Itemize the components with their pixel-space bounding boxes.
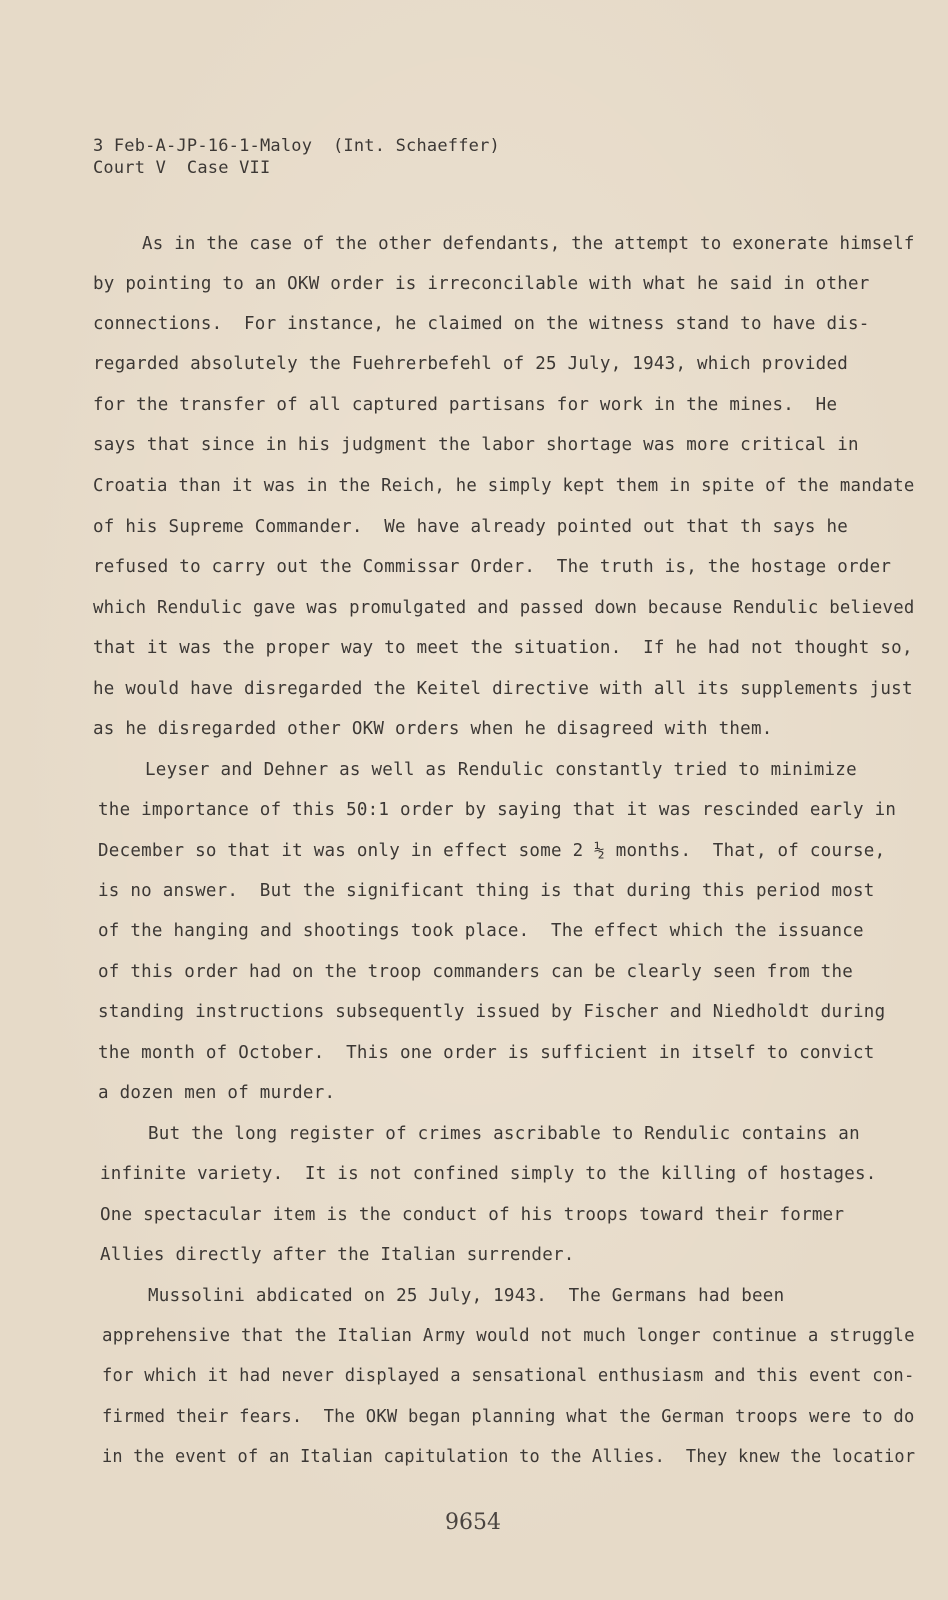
body-line: refused to carry out the Commissar Order. The truth is, the hostage order xyxy=(93,557,892,577)
body-line: One spectacular item is the conduct of his troops toward their former xyxy=(100,1205,845,1225)
body-line: December so that it was only in effect some 2 ½ months. That, of course, xyxy=(98,841,886,861)
body-line: is no answer. But the significant thing is that during this period most xyxy=(98,881,875,901)
body-line: for the transfer of all captured partisans for work in the mines. He xyxy=(93,395,838,415)
header-line-1: 3 Feb-A-JP-16-1-Maloy (Int. Schaeffer) xyxy=(93,136,500,156)
body-line: firmed their fears. The OKW began planning what the German troops were to do xyxy=(102,1407,915,1427)
body-line: Mussolini abdicated on 25 July, 1943. The Germans had been xyxy=(148,1286,785,1306)
page-number: 9654 xyxy=(445,1510,501,1535)
body-line: infinite variety. It is not confined simply to the killing of hostages. xyxy=(100,1164,877,1184)
body-line: standing instructions subsequently issued by Fischer and Niedholdt during xyxy=(98,1002,886,1022)
body-line: Leyser and Dehner as well as Rendulic constantly tried to minimize xyxy=(145,760,857,780)
body-line: for which it had never displayed a sensational enthusiasm and this event con- xyxy=(102,1366,915,1386)
body-line: But the long register of crimes ascribable to Rendulic contains an xyxy=(148,1124,860,1144)
body-line: he would have disregarded the Keitel directive with all its supplements just xyxy=(93,679,913,699)
body-line: which Rendulic gave was promulgated and passed down because Rendulic believed xyxy=(93,598,915,618)
body-line: Croatia than it was in the Reich, he simply kept them in spite of the mandate xyxy=(93,476,915,496)
body-line: connections. For instance, he claimed on the witness stand to have dis- xyxy=(93,314,870,334)
body-line: apprehensive that the Italian Army would not much longer continue a struggle xyxy=(102,1326,915,1346)
header-line-2: Court V Case VII xyxy=(93,158,271,178)
body-line: as he disregarded other OKW orders when he disagreed with them. xyxy=(93,719,773,739)
body-line: of this order had on the troop commanders can be clearly seen from the xyxy=(98,962,854,982)
body-line: says that since in his judgment the labor shortage was more critical in xyxy=(93,435,859,455)
body-line: that it was the proper way to meet the situation. If he had not thought so, xyxy=(93,638,913,658)
body-line: the importance of this 50:1 order by saying that it was rescinded early in xyxy=(98,800,897,820)
body-line: of the hanging and shootings took place. The effect which the issuance xyxy=(98,921,864,941)
body-line: regarded absolutely the Fuehrerbefehl of 25 July, 1943, which provided xyxy=(93,354,849,374)
body-line: of his Supreme Commander. We have already pointed out that th says he xyxy=(93,517,849,537)
body-line: As in the case of the other defendants, the attempt to exonerate himself xyxy=(142,234,915,254)
body-line: Allies directly after the Italian surrender. xyxy=(100,1245,575,1265)
body-line: by pointing to an OKW order is irreconcilable with what he said in other xyxy=(93,274,870,294)
body-line: the month of October. This one order is sufficient in itself to convict xyxy=(98,1043,875,1063)
body-line: in the event of an Italian capitulation to the Allies. They knew the locatior xyxy=(102,1447,916,1467)
document-header xyxy=(93,135,500,179)
body-line: a dozen men of murder. xyxy=(98,1083,336,1103)
